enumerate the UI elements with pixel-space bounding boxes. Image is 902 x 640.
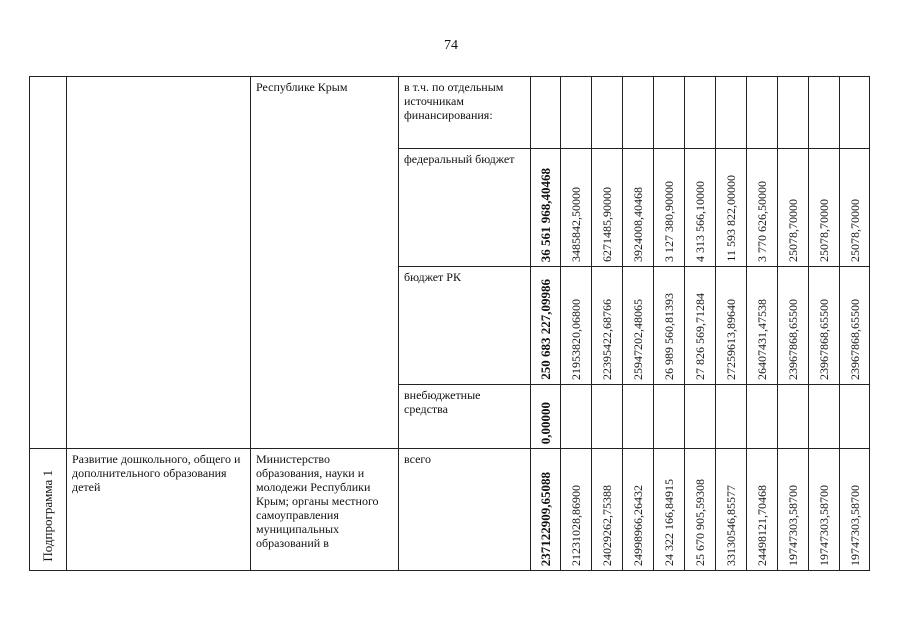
total-value: 237122909,65088	[537, 471, 553, 566]
total-value-cell	[531, 267, 561, 385]
year-value: 21953820,06800	[569, 299, 583, 380]
year-value: 27 826 569,71284	[693, 293, 707, 380]
year-value: 24998966,26432	[631, 485, 645, 566]
year-value: 25078,70000	[847, 199, 862, 262]
year-value: 3924008,40468	[631, 187, 645, 262]
year-value: 24029262,75388	[600, 485, 614, 566]
subprogram-label: Подпрограмма 1	[40, 470, 55, 562]
year-value-cell	[809, 267, 840, 385]
year-value: 25 670 905,59308	[693, 479, 707, 566]
year-value-cell	[747, 449, 778, 571]
year-value: 33130546,85577	[724, 485, 738, 566]
year-value-cell	[654, 149, 685, 267]
total-value: 36 561 968,40468	[537, 167, 553, 262]
year-value-cell	[747, 267, 778, 385]
year-value-cell	[840, 449, 870, 571]
year-value: 25947202,48065	[631, 299, 645, 380]
year-value-cell	[623, 449, 654, 571]
total-value: 0,00000	[537, 401, 553, 444]
year-value: 27259613,89640	[724, 299, 738, 380]
year-value-cell	[685, 149, 716, 267]
year-value-cell	[561, 449, 592, 571]
budget-table	[29, 76, 870, 571]
year-value-cell	[716, 267, 747, 385]
source-header-cell: в т.ч. по отдельным источникам финансирования:	[399, 77, 531, 149]
year-value-cell	[809, 149, 840, 267]
year-value: 23967868,65500	[786, 299, 800, 380]
row-label: федеральный бюджет	[399, 149, 531, 267]
executor-cell: Республике Крым	[251, 77, 399, 449]
year-value-cell	[623, 267, 654, 385]
year-value-cell	[747, 149, 778, 267]
page-number: 74	[444, 38, 458, 53]
year-value: 21231028,86900	[569, 485, 583, 566]
year-value: 23967868,65500	[817, 299, 831, 380]
total-value-cell	[531, 449, 561, 571]
year-value-cell	[778, 267, 809, 385]
status-cell-empty	[30, 77, 67, 449]
table-row	[30, 449, 870, 571]
year-value-cell	[592, 449, 623, 571]
status-cell	[30, 449, 67, 571]
subprogram-name: Развитие дошкольного, общего и дополнительного образования детей	[67, 449, 251, 571]
executor-cell: Министерство образования, науки и молодежи Республики Крым; органы местного самоуправления муниципальных образований в	[251, 449, 399, 571]
year-value-cell	[716, 149, 747, 267]
year-value-cell	[685, 267, 716, 385]
year-value: 22395422,68766	[600, 299, 614, 380]
year-value-cell	[623, 149, 654, 267]
year-value-cell	[778, 149, 809, 267]
total-value-cell	[531, 385, 561, 449]
name-cell-empty	[67, 77, 251, 449]
year-value: 24 322 166,84915	[662, 479, 676, 566]
row-label: всего	[399, 449, 531, 571]
year-value-cell	[592, 149, 623, 267]
year-value-cell	[561, 267, 592, 385]
year-value: 3 127 380,90000	[662, 181, 676, 262]
year-value: 19747303,58700	[817, 485, 831, 566]
row-label: бюджет РК	[399, 267, 531, 385]
year-value-cell	[654, 267, 685, 385]
year-value-cell	[809, 449, 840, 571]
year-value: 26 989 560,81393	[662, 293, 676, 380]
year-value-cell	[778, 449, 809, 571]
year-value: 4 313 566,10000	[693, 181, 707, 262]
year-value-cell	[840, 149, 870, 267]
year-value-cell	[685, 449, 716, 571]
year-value-cell	[561, 149, 592, 267]
year-value: 25078,70000	[817, 199, 831, 262]
year-value: 3485842,50000	[569, 187, 583, 262]
year-value: 23967868,65500	[847, 299, 862, 380]
table-row	[30, 77, 870, 149]
year-value: 6271485,90000	[600, 187, 614, 262]
year-value-cell	[654, 449, 685, 571]
year-value: 3 770 626,50000	[755, 181, 769, 262]
year-value: 26407431,47538	[755, 299, 769, 380]
total-value-cell	[531, 149, 561, 267]
year-value-cell	[716, 449, 747, 571]
year-value: 24498121,70468	[755, 485, 769, 566]
year-value: 25078,70000	[786, 199, 800, 262]
year-value-cell	[840, 267, 870, 385]
year-value: 19747303,58700	[847, 485, 862, 566]
row-label: внебюджетные средства	[399, 385, 531, 449]
year-value: 11 593 822,00000	[724, 175, 738, 262]
year-value: 19747303,58700	[786, 485, 800, 566]
total-value: 250 683 227,09986	[537, 279, 553, 380]
year-value-cell	[592, 267, 623, 385]
